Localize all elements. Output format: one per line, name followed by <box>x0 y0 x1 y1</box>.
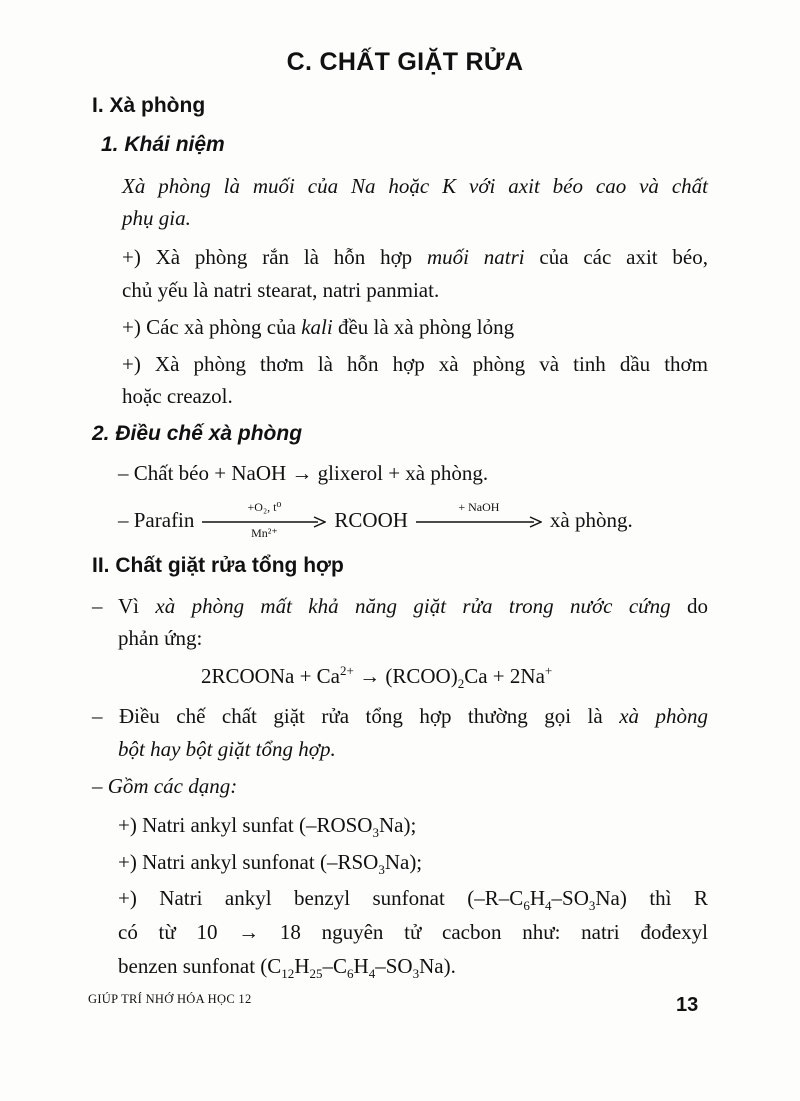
formula-alkyl-sulfonate: +) Natri ankyl sunfonat $(-RSO_3Na)$; <box>118 850 423 878</box>
formula-alkylbenzene-sulfonate-line-2: có từ 10 → 18 nguyên tử cacbon như: natri đođexyl <box>118 920 708 944</box>
reaction-arrow-naoh: + NaOH <box>416 516 542 528</box>
paragraph-solid-soap-line-1: +) Xà phòng rắn là hỗn hợp muối natri của các axit béo, <box>122 245 708 269</box>
formula-alkylbenzene-sulfonate-line-1: +) Natri ankyl benzyl sunfonat $(-R-C_6H_4-SO_3Na)$ thì R <box>118 886 708 914</box>
section-heading-soap: I. Xà phòng <box>92 94 206 117</box>
reaction-fat-naoh: – Chất béo + NaOH → glixerol + xà phòng. <box>118 461 489 485</box>
paragraph-solid-soap-line-2: chủ yếu là natri stearat, natri panmiat. <box>122 278 440 302</box>
definition-line-1: Xà phòng là muối của Na hoặc K với axit béo cao và chất <box>122 174 708 198</box>
paragraph-potassium-soap: +) Các xà phòng của kali đều là xà phòng lỏng <box>122 315 515 339</box>
equation-hard-water: 2RCOONa + $Ca^{2+}$ → $(RCOO)_2Ca + 2Na^+$ <box>201 663 553 692</box>
reaction-paraffin: – Parafin +O₂, t⁰ Mn²⁺ RCOOH + NaOH xà phòng. <box>118 500 633 541</box>
paragraph-hard-water-line-1: Vì xà phòng mất khả năng giặt rửa trong nước cứng do <box>118 594 709 618</box>
formula-alkylbenzene-sulfonate-line-3: benzen sunfonat $(C_{12}H_{25}-C_6H_4-SO_3Na)$. <box>118 954 456 982</box>
definition-line-2: phụ gia. <box>122 206 191 230</box>
paragraph-types-intro: – Gồm các dạng: <box>92 774 238 798</box>
bullet-dash: – <box>92 594 103 618</box>
paragraph-hard-water-line-2: phản ứng: <box>118 626 203 650</box>
subsection-heading-production: 2. Điều chế xà phòng <box>92 422 303 445</box>
section-heading-synthetic-detergent: II. Chất giặt rửa tổng hợp <box>92 554 344 577</box>
reaction-arrow-oxidation: +O₂, t⁰ Mn²⁺ <box>202 516 326 528</box>
paragraph-detergent-production-line-2: bột hay bột giặt tổng hợp. <box>118 737 336 761</box>
formula-alkyl-sulfate: +) Natri ankyl sunfat $(-ROSO_3Na)$; <box>118 813 417 841</box>
subsection-heading-concept: 1. Khái niệm <box>101 133 225 156</box>
paragraph-scented-soap-line-2: hoặc creazol. <box>122 384 233 408</box>
page-number: 13 <box>676 994 699 1016</box>
page-title: C. CHẤT GIẶT RỬA <box>286 48 524 76</box>
paragraph-detergent-production-line-1: – Điều chế chất giặt rửa tổng hợp thường gọi là xà phòng <box>92 704 709 728</box>
footer-book-title: GIÚP TRÍ NHỚ HÓA HỌC 12 <box>88 992 252 1006</box>
paragraph-scented-soap-line-1: +) Xà phòng thơm là hỗn hợp xà phòng và tinh dầu thơm <box>122 352 708 376</box>
